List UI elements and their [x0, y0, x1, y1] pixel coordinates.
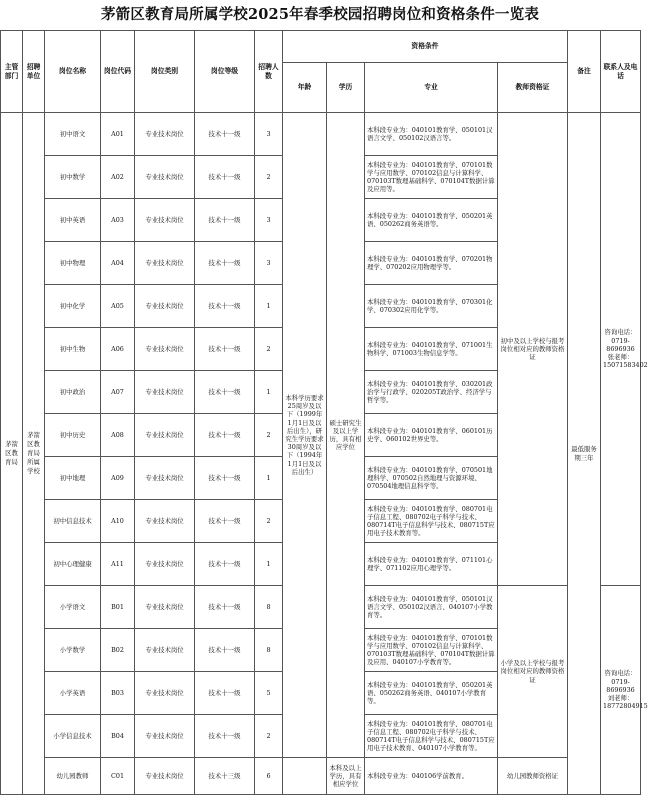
header-education: 学历: [327, 63, 365, 113]
post-code-cell: A01: [101, 113, 135, 156]
header-teacher-cert: 教师资格证: [498, 63, 568, 113]
header-post-code: 岗位代码: [101, 31, 135, 113]
contact-cell: 咨询电话：0719-8696936 张老师：15071583402: [601, 113, 641, 586]
count-cell: 1: [255, 457, 283, 500]
count-cell: 3: [255, 199, 283, 242]
count-cell: 2: [255, 156, 283, 199]
major-cell: 本科段专业为：040106学前教育。: [365, 758, 498, 795]
count-cell: 5: [255, 672, 283, 715]
post-name-cell: 初中语文: [45, 113, 101, 156]
post-name-cell: 初中物理: [45, 242, 101, 285]
unit-cell: 茅箭区教育局所属学校: [23, 113, 45, 795]
post-level-cell: 技术十一级: [195, 500, 255, 543]
post-level-cell: 技术十一级: [195, 199, 255, 242]
post-level-cell: 技术十一级: [195, 414, 255, 457]
major-cell: 本科段专业为：040101教育学、080701电子信息工程、080702电子科学与技术、080714T电子信息科学与技术、080715T应用电子技术教育等。: [365, 500, 498, 543]
post-code-cell: B02: [101, 629, 135, 672]
table-row: [1, 758, 641, 795]
count-cell: 3: [255, 242, 283, 285]
post-code-cell: B01: [101, 586, 135, 629]
page-title: 茅箭区教育局所属学校2025年春季校园招聘岗位和资格条件一览表: [100, 6, 540, 23]
education-cell: 硕士研究生及以上学历，具有相应学位: [327, 113, 365, 758]
recruitment-table: [0, 30, 648, 795]
major-cell: 本科段专业为：040101教育学、071001生物科学、071003生物信息学等。: [365, 328, 498, 371]
header-note: 备注: [568, 31, 601, 113]
major-cell: 本科段专业为：040101教育学、060101历史学、060102世界史等。: [365, 414, 498, 457]
teacher-cert-cell: 小学及以上学校与报考岗位相对应的教师资格证: [498, 586, 568, 758]
post-name-cell: 小学英语: [45, 672, 101, 715]
post-name-cell: 初中生物: [45, 328, 101, 371]
post-category-cell: 专业技术岗位: [135, 328, 195, 371]
major-cell: 本科段专业为：040101教育学、050101汉语言文学、050102汉语言、040107小学教育等。: [365, 586, 498, 629]
post-level-cell: 技术十一级: [195, 672, 255, 715]
post-code-cell: A10: [101, 500, 135, 543]
header-contact: 联系人及电话: [601, 31, 641, 113]
post-level-cell: 技术十一级: [195, 242, 255, 285]
post-name-cell: 小学信息技术: [45, 715, 101, 758]
post-category-cell: 专业技术岗位: [135, 629, 195, 672]
major-cell: 本科段专业为：040101教育学、030201政治学与行政学、020205T政治学、经济学与哲学等。: [365, 371, 498, 414]
post-category-cell: 专业技术岗位: [135, 586, 195, 629]
post-level-cell: 技术十一级: [195, 285, 255, 328]
post-level-cell: 技术十一级: [195, 371, 255, 414]
post-level-cell: 技术十一级: [195, 715, 255, 758]
post-code-cell: A06: [101, 328, 135, 371]
count-cell: 6: [255, 758, 283, 795]
header-row-top: [1, 31, 641, 63]
count-cell: 2: [255, 328, 283, 371]
header-unit: 招聘单位: [23, 31, 45, 113]
header-count: 招聘人数: [255, 31, 283, 113]
post-category-cell: 专业技术岗位: [135, 672, 195, 715]
education-cell: 本科及以上学历，具有相应学位: [327, 758, 365, 795]
post-code-cell: A09: [101, 457, 135, 500]
header-post-level: 岗位等级: [195, 31, 255, 113]
post-code-cell: A07: [101, 371, 135, 414]
teacher-cert-cell: 幼儿园教师资格证: [498, 758, 568, 795]
count-cell: 2: [255, 715, 283, 758]
post-level-cell: 技术十一级: [195, 629, 255, 672]
post-name-cell: 初中英语: [45, 199, 101, 242]
major-cell: 本科段专业为：040101教育学、050201英语、050262商务英语等。: [365, 199, 498, 242]
post-category-cell: 专业技术岗位: [135, 758, 195, 795]
header-qualifications: 资格条件: [283, 31, 568, 63]
post-category-cell: 专业技术岗位: [135, 199, 195, 242]
post-category-cell: 专业技术岗位: [135, 156, 195, 199]
count-cell: 1: [255, 285, 283, 328]
contact-cell: 咨询电话：0719-8696936 刘老师：18772804915: [601, 586, 641, 795]
post-level-cell: 技术十一级: [195, 328, 255, 371]
count-cell: 8: [255, 586, 283, 629]
post-code-cell: B04: [101, 715, 135, 758]
post-level-cell: 技术十一级: [195, 156, 255, 199]
major-cell: 本科段专业为：040101教育学、070201物理学、070202应用物理学等。: [365, 242, 498, 285]
count-cell: 2: [255, 500, 283, 543]
count-cell: 8: [255, 629, 283, 672]
post-category-cell: 专业技术岗位: [135, 500, 195, 543]
post-name-cell: 初中信息技术: [45, 500, 101, 543]
major-cell: 本科段专业为：040101教育学、050101汉语言文学、050102汉语言等。: [365, 113, 498, 156]
post-level-cell: 技术十一级: [195, 543, 255, 586]
major-cell: 本科段专业为：040101教育学、080701电子信息工程、080702电子科学与技术、080714T电子信息科学与技术、080715T应用电子技术教育、040107小学教育等。: [365, 715, 498, 758]
post-category-cell: 专业技术岗位: [135, 414, 195, 457]
major-cell: 本科段专业为：040101教育学、050201英语、050262商务英语、040107小学教育等。: [365, 672, 498, 715]
major-cell: 本科段专业为：040101教育学、070101数学与应用数学、070102信息与计算科学、070103T数理基础科学、070104T数据计算及应用、040107小学教育等。: [365, 629, 498, 672]
post-code-cell: A03: [101, 199, 135, 242]
post-category-cell: 专业技术岗位: [135, 543, 195, 586]
post-category-cell: 专业技术岗位: [135, 113, 195, 156]
post-name-cell: 幼儿园教师: [45, 758, 101, 795]
note-cell: 最低服务期三年: [568, 113, 601, 795]
post-code-cell: A11: [101, 543, 135, 586]
header-age: 年龄: [283, 63, 327, 113]
count-cell: 3: [255, 113, 283, 156]
post-category-cell: 专业技术岗位: [135, 715, 195, 758]
post-name-cell: 初中化学: [45, 285, 101, 328]
count-cell: 1: [255, 543, 283, 586]
major-cell: 本科段专业为：040101教育学、071101心理学、071102应用心理学等。: [365, 543, 498, 586]
post-name-cell: 小学语文: [45, 586, 101, 629]
major-cell: 本科段专业为：040101教育学、070501地理科学、070502自然地理与资源环境、070504地理信息科学等。: [365, 457, 498, 500]
age-cell: [283, 758, 327, 795]
post-category-cell: 专业技术岗位: [135, 242, 195, 285]
post-name-cell: 初中数学: [45, 156, 101, 199]
post-level-cell: 技术十三级: [195, 758, 255, 795]
teacher-cert-cell: 初中及以上学校与报考岗位相对应的教师资格证: [498, 113, 568, 586]
post-category-cell: 专业技术岗位: [135, 371, 195, 414]
post-category-cell: 专业技术岗位: [135, 285, 195, 328]
post-level-cell: 技术十一级: [195, 586, 255, 629]
dept-cell: 茅箭区教育局: [1, 113, 23, 795]
age-cell: 本科学历要求25周岁及以下（1999年1月1日及以后出生），研究生学历要求30周岁及以下（1994年1月1日及以后出生）: [283, 113, 327, 758]
major-cell: 本科段专业为：040101教育学、070101数学与应用数学、070102信息与计算科学、070103T数理基础科学、070104T数据计算及应用等。: [365, 156, 498, 199]
post-name-cell: 小学数学: [45, 629, 101, 672]
post-name-cell: 初中地理: [45, 457, 101, 500]
count-cell: 2: [255, 414, 283, 457]
post-code-cell: A05: [101, 285, 135, 328]
post-code-cell: A04: [101, 242, 135, 285]
post-code-cell: B03: [101, 672, 135, 715]
header-major: 专业: [365, 63, 498, 113]
post-code-cell: C01: [101, 758, 135, 795]
post-level-cell: 技术十一级: [195, 457, 255, 500]
header-dept: 主管部门: [1, 31, 23, 113]
post-name-cell: 初中心理健康: [45, 543, 101, 586]
post-name-cell: 初中历史: [45, 414, 101, 457]
header-post-category: 岗位类别: [135, 31, 195, 113]
post-category-cell: 专业技术岗位: [135, 457, 195, 500]
post-name-cell: 初中政治: [45, 371, 101, 414]
post-level-cell: 技术十一级: [195, 113, 255, 156]
post-code-cell: A02: [101, 156, 135, 199]
major-cell: 本科段专业为：040101教育学、070301化学、070302应用化学等。: [365, 285, 498, 328]
count-cell: 1: [255, 371, 283, 414]
post-code-cell: A08: [101, 414, 135, 457]
header-post-name: 岗位名称: [45, 31, 101, 113]
table-row: [1, 113, 641, 156]
